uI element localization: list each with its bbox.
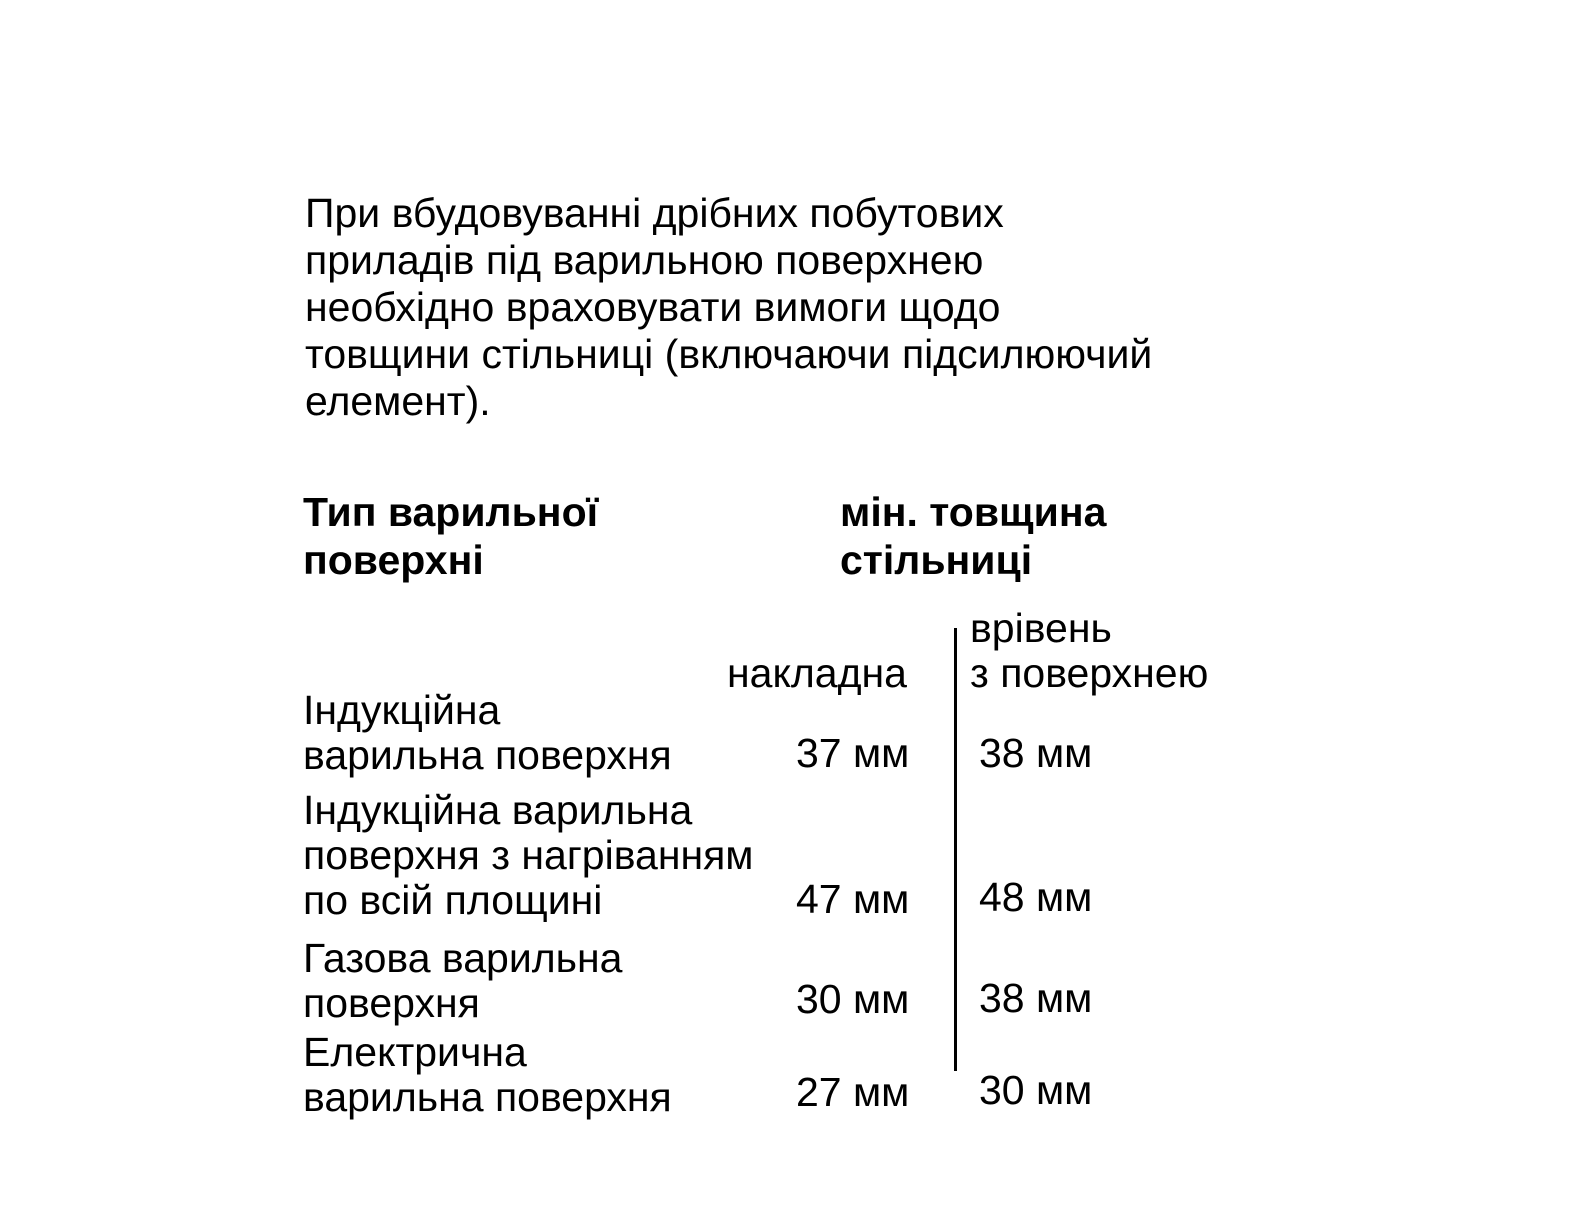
subheader-overlay-line: накладна [727,650,907,696]
hob-type-cell [303,788,754,923]
flush-value: 38 мм [979,975,1093,1021]
subheader-flush [970,606,1208,696]
intro-line: товщини стільниці (включаючи підсилюючий [305,331,1153,377]
intro-line: При вбудовуванні дрібних побутових [305,190,1004,236]
hob-type-line: поверхня з нагріванням [303,832,754,878]
header-hob-type [303,488,598,584]
intro-paragraph [305,190,1345,425]
hob-type-line: Індукційна [303,687,501,733]
overlay-value: 30 мм [796,976,910,1022]
header-min-thickness-line: мін. товщина [840,489,1107,535]
overlay-value: 47 мм [796,876,910,922]
intro-line: елемент). [305,378,491,424]
hob-type-line: Газова варильна [303,935,623,981]
hob-type-line: по всій площині [303,877,603,923]
hob-type-cell [303,688,672,778]
column-divider [954,628,957,1071]
header-min-thickness-line: стільниці [840,537,1033,583]
header-hob-type-line: поверхні [303,537,484,583]
hob-type-line: варильна поверхня [303,1074,672,1120]
flush-value: 38 мм [979,730,1093,776]
intro-line: необхідно враховувати вимоги щодо [305,284,1001,330]
header-min-thickness [840,488,1106,584]
hob-type-line: Електрична [303,1029,527,1075]
hob-type-cell [303,936,622,1026]
header-hob-type-line: Тип варильної [303,489,599,535]
subheader-overlay [727,651,907,696]
hob-type-line: поверхня [303,980,480,1026]
overlay-value: 27 мм [796,1069,910,1115]
hob-type-line: варильна поверхня [303,732,672,778]
hob-type-cell [303,1030,672,1120]
hob-type-line: Індукційна варильна [303,787,693,833]
flush-value: 48 мм [979,874,1093,920]
flush-value: 30 мм [979,1067,1093,1113]
subheader-flush-line: врівень [970,605,1112,651]
intro-line: приладів під варильною поверхнею [305,237,984,283]
overlay-value: 37 мм [796,730,910,776]
subheader-flush-line: з поверхнею [970,650,1209,696]
